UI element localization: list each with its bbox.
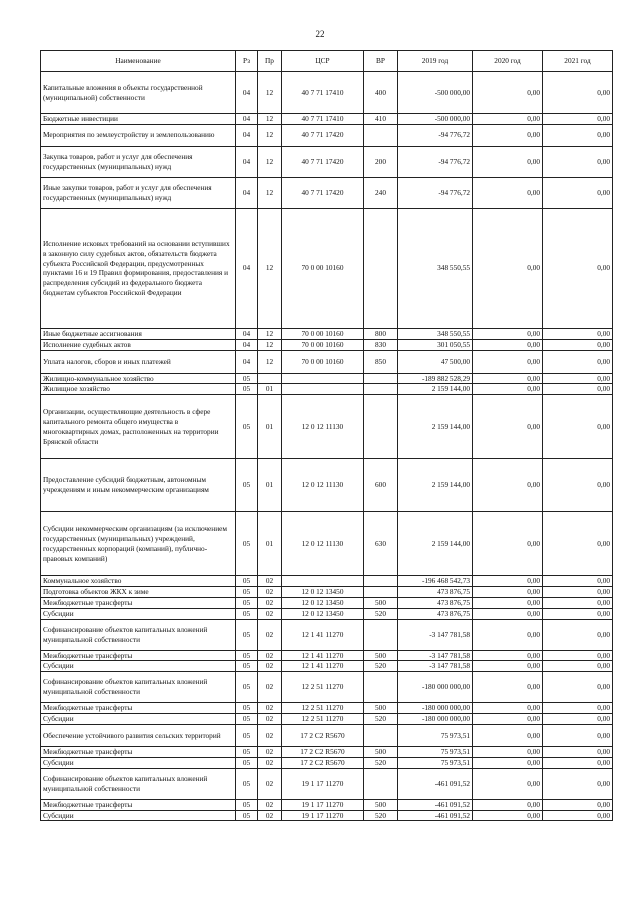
cell-vr: 500 — [364, 746, 398, 757]
cell-rz: 05 — [236, 576, 258, 587]
cell-y2019: -94 776,72 — [398, 124, 473, 146]
cell-name: Межбюджетные трансферты — [41, 746, 236, 757]
cell-pr: 12 — [258, 114, 282, 125]
cell-pr: 01 — [258, 384, 282, 395]
col-header-2019: 2019 год — [398, 51, 473, 72]
cell-rz: 05 — [236, 757, 258, 768]
cell-y2019: -461 091,52 — [398, 768, 473, 799]
cell-y2021: 0,00 — [543, 114, 613, 125]
table-body — [41, 72, 613, 821]
cell-rz: 05 — [236, 512, 258, 576]
table-row — [41, 512, 613, 576]
cell-pr: 12 — [258, 328, 282, 339]
cell-csr: 12 0 12 11130 — [282, 395, 364, 459]
cell-vr — [364, 724, 398, 746]
cell-y2019: -3 147 781,58 — [398, 650, 473, 661]
cell-y2019: 2 159 144,00 — [398, 395, 473, 459]
cell-name: Закупка товаров, работ и услуг для обеспечения государственных (муниципальных) нужд — [41, 146, 236, 177]
cell-rz: 05 — [236, 810, 258, 821]
cell-rz: 05 — [236, 384, 258, 395]
cell-y2020: 0,00 — [473, 177, 543, 208]
table-row — [41, 757, 613, 768]
cell-y2019: 348 550,55 — [398, 208, 473, 328]
cell-csr: 12 1 41 11270 — [282, 619, 364, 650]
table-row — [41, 395, 613, 459]
table-row — [41, 384, 613, 395]
cell-rz: 05 — [236, 724, 258, 746]
cell-rz: 05 — [236, 373, 258, 384]
cell-y2020: 0,00 — [473, 799, 543, 810]
cell-y2019: -180 000 000,00 — [398, 714, 473, 725]
cell-rz: 04 — [236, 208, 258, 328]
cell-rz: 04 — [236, 72, 258, 114]
cell-name: Капитальные вложения в объекты государственной (муниципальной) собственности — [41, 72, 236, 114]
cell-vr: 630 — [364, 512, 398, 576]
cell-pr: 12 — [258, 124, 282, 146]
table-row — [41, 703, 613, 714]
cell-rz: 04 — [236, 177, 258, 208]
table-row — [41, 208, 613, 328]
cell-y2021: 0,00 — [543, 714, 613, 725]
cell-csr: 70 0 00 10160 — [282, 339, 364, 350]
cell-y2019: 75 973,51 — [398, 746, 473, 757]
budget-table — [40, 50, 613, 821]
cell-vr: 520 — [364, 757, 398, 768]
cell-name: Иные бюджетные ассигнования — [41, 328, 236, 339]
cell-rz: 05 — [236, 395, 258, 459]
cell-y2019: 301 050,55 — [398, 339, 473, 350]
cell-vr — [364, 124, 398, 146]
cell-y2019: 75 973,51 — [398, 757, 473, 768]
cell-name: Софинансирование объектов капитальных вложений муниципальной собственности — [41, 768, 236, 799]
cell-y2020: 0,00 — [473, 146, 543, 177]
cell-y2020: 0,00 — [473, 650, 543, 661]
cell-y2021: 0,00 — [543, 597, 613, 608]
cell-y2019: -196 468 542,73 — [398, 576, 473, 587]
cell-pr: 02 — [258, 587, 282, 598]
cell-csr: 17 2 C2 R5670 — [282, 724, 364, 746]
table-row — [41, 587, 613, 598]
cell-rz: 05 — [236, 661, 258, 672]
cell-y2019: 473 876,75 — [398, 597, 473, 608]
table-row — [41, 339, 613, 350]
cell-y2019: 47 500,00 — [398, 350, 473, 373]
cell-y2020: 0,00 — [473, 459, 543, 512]
cell-y2019: -180 000 000,00 — [398, 703, 473, 714]
cell-y2020: 0,00 — [473, 714, 543, 725]
cell-pr: 12 — [258, 339, 282, 350]
cell-vr: 400 — [364, 72, 398, 114]
cell-y2021: 0,00 — [543, 373, 613, 384]
cell-name: Межбюджетные трансферты — [41, 799, 236, 810]
cell-pr: 02 — [258, 746, 282, 757]
cell-y2020: 0,00 — [473, 350, 543, 373]
cell-csr: 12 2 51 11270 — [282, 714, 364, 725]
table-row — [41, 177, 613, 208]
cell-vr: 520 — [364, 810, 398, 821]
cell-pr: 01 — [258, 512, 282, 576]
col-header-2021: 2021 год — [543, 51, 613, 72]
col-header-csr: ЦСР — [282, 51, 364, 72]
cell-rz: 05 — [236, 799, 258, 810]
cell-name: Софинансирование объектов капитальных вложений муниципальной собственности — [41, 672, 236, 703]
cell-y2020: 0,00 — [473, 384, 543, 395]
cell-y2019: 2 159 144,00 — [398, 459, 473, 512]
cell-pr: 12 — [258, 208, 282, 328]
cell-pr: 02 — [258, 661, 282, 672]
cell-vr: 410 — [364, 114, 398, 125]
cell-csr: 70 0 00 10160 — [282, 350, 364, 373]
cell-y2020: 0,00 — [473, 328, 543, 339]
cell-pr: 02 — [258, 597, 282, 608]
cell-name: Субсидии — [41, 661, 236, 672]
cell-y2021: 0,00 — [543, 350, 613, 373]
cell-y2021: 0,00 — [543, 395, 613, 459]
cell-csr: 19 1 17 11270 — [282, 768, 364, 799]
cell-csr: 12 0 12 13450 — [282, 597, 364, 608]
cell-y2020: 0,00 — [473, 576, 543, 587]
table-row — [41, 724, 613, 746]
cell-name: Субсидии — [41, 714, 236, 725]
table-row — [41, 661, 613, 672]
cell-y2021: 0,00 — [543, 208, 613, 328]
cell-name: Межбюджетные трансферты — [41, 703, 236, 714]
cell-rz: 05 — [236, 608, 258, 619]
cell-y2019: -180 000 000,00 — [398, 672, 473, 703]
cell-name: Жилищное хозяйство — [41, 384, 236, 395]
cell-vr: 500 — [364, 650, 398, 661]
cell-name: Иные закупки товаров, работ и услуг для обеспечения государственных (муниципальных) нужд — [41, 177, 236, 208]
cell-vr: 500 — [364, 799, 398, 810]
cell-csr — [282, 373, 364, 384]
cell-pr: 12 — [258, 72, 282, 114]
cell-rz: 05 — [236, 746, 258, 757]
cell-y2020: 0,00 — [473, 124, 543, 146]
cell-name: Межбюджетные трансферты — [41, 597, 236, 608]
cell-y2020: 0,00 — [473, 608, 543, 619]
table-row — [41, 114, 613, 125]
cell-y2020: 0,00 — [473, 114, 543, 125]
cell-y2020: 0,00 — [473, 373, 543, 384]
cell-rz: 04 — [236, 146, 258, 177]
cell-vr — [364, 619, 398, 650]
cell-csr: 40 7 71 17410 — [282, 114, 364, 125]
cell-y2020: 0,00 — [473, 512, 543, 576]
cell-pr: 02 — [258, 619, 282, 650]
cell-vr: 500 — [364, 703, 398, 714]
cell-y2019: -461 091,52 — [398, 810, 473, 821]
cell-pr: 12 — [258, 350, 282, 373]
cell-y2020: 0,00 — [473, 746, 543, 757]
header-row — [41, 51, 613, 72]
cell-y2019: -94 776,72 — [398, 146, 473, 177]
cell-csr: 70 0 00 10160 — [282, 208, 364, 328]
cell-name: Коммунальное хозяйство — [41, 576, 236, 587]
cell-vr: 520 — [364, 608, 398, 619]
cell-rz: 05 — [236, 768, 258, 799]
cell-vr: 500 — [364, 597, 398, 608]
cell-y2019: -500 000,00 — [398, 72, 473, 114]
cell-y2020: 0,00 — [473, 597, 543, 608]
cell-vr: 520 — [364, 714, 398, 725]
cell-csr: 70 0 00 10160 — [282, 328, 364, 339]
table-row — [41, 124, 613, 146]
cell-pr: 02 — [258, 608, 282, 619]
cell-pr: 02 — [258, 799, 282, 810]
cell-y2020: 0,00 — [473, 587, 543, 598]
table-row — [41, 328, 613, 339]
cell-csr — [282, 384, 364, 395]
cell-vr — [364, 373, 398, 384]
cell-name: Бюджетные инвестиции — [41, 114, 236, 125]
cell-pr: 02 — [258, 768, 282, 799]
cell-vr — [364, 587, 398, 598]
cell-vr: 830 — [364, 339, 398, 350]
cell-pr: 02 — [258, 724, 282, 746]
cell-csr: 12 2 51 11270 — [282, 672, 364, 703]
cell-csr: 40 7 71 17420 — [282, 177, 364, 208]
table-row — [41, 459, 613, 512]
cell-y2021: 0,00 — [543, 661, 613, 672]
cell-y2021: 0,00 — [543, 124, 613, 146]
cell-rz: 04 — [236, 124, 258, 146]
cell-rz: 04 — [236, 339, 258, 350]
cell-pr: 02 — [258, 576, 282, 587]
cell-y2019: -3 147 781,58 — [398, 661, 473, 672]
cell-rz: 05 — [236, 587, 258, 598]
cell-rz: 05 — [236, 597, 258, 608]
cell-y2021: 0,00 — [543, 703, 613, 714]
cell-csr: 19 1 17 11270 — [282, 810, 364, 821]
cell-y2021: 0,00 — [543, 619, 613, 650]
cell-y2021: 0,00 — [543, 799, 613, 810]
cell-y2019: 75 973,51 — [398, 724, 473, 746]
col-header-2020: 2020 год — [473, 51, 543, 72]
cell-y2020: 0,00 — [473, 768, 543, 799]
cell-name: Межбюджетные трансферты — [41, 650, 236, 661]
cell-pr: 02 — [258, 703, 282, 714]
cell-vr — [364, 768, 398, 799]
cell-vr: 240 — [364, 177, 398, 208]
table-row — [41, 746, 613, 757]
cell-csr: 40 7 71 17410 — [282, 72, 364, 114]
col-header-name: Наименование — [41, 51, 236, 72]
cell-y2019: -189 882 528,29 — [398, 373, 473, 384]
col-header-pr: Пр — [258, 51, 282, 72]
cell-y2020: 0,00 — [473, 724, 543, 746]
cell-y2020: 0,00 — [473, 672, 543, 703]
cell-y2019: -500 000,00 — [398, 114, 473, 125]
cell-y2021: 0,00 — [543, 459, 613, 512]
col-header-vr: ВР — [364, 51, 398, 72]
cell-y2021: 0,00 — [543, 746, 613, 757]
cell-csr: 12 1 41 11270 — [282, 661, 364, 672]
table-row — [41, 576, 613, 587]
cell-y2021: 0,00 — [543, 384, 613, 395]
cell-y2021: 0,00 — [543, 768, 613, 799]
cell-name: Мероприятия по землеустройству и землепользованию — [41, 124, 236, 146]
table-row — [41, 768, 613, 799]
cell-y2021: 0,00 — [543, 650, 613, 661]
cell-y2021: 0,00 — [543, 608, 613, 619]
cell-y2020: 0,00 — [473, 810, 543, 821]
col-header-rz: Рз — [236, 51, 258, 72]
cell-csr: 40 7 71 17420 — [282, 146, 364, 177]
cell-y2021: 0,00 — [543, 724, 613, 746]
cell-y2019: -3 147 781,58 — [398, 619, 473, 650]
cell-csr: 19 1 17 11270 — [282, 799, 364, 810]
cell-y2021: 0,00 — [543, 177, 613, 208]
cell-rz: 05 — [236, 672, 258, 703]
cell-y2021: 0,00 — [543, 810, 613, 821]
cell-rz: 04 — [236, 114, 258, 125]
cell-y2021: 0,00 — [543, 587, 613, 598]
table-row — [41, 714, 613, 725]
cell-pr: 02 — [258, 810, 282, 821]
cell-rz: 05 — [236, 459, 258, 512]
cell-y2020: 0,00 — [473, 72, 543, 114]
cell-csr: 12 0 12 11130 — [282, 512, 364, 576]
cell-vr — [364, 384, 398, 395]
cell-pr: 02 — [258, 714, 282, 725]
cell-csr: 12 0 12 13450 — [282, 587, 364, 598]
cell-y2020: 0,00 — [473, 619, 543, 650]
cell-vr: 520 — [364, 661, 398, 672]
cell-y2021: 0,00 — [543, 757, 613, 768]
cell-y2020: 0,00 — [473, 395, 543, 459]
table-row — [41, 146, 613, 177]
cell-name: Субсидии — [41, 757, 236, 768]
cell-name: Софинансирование объектов капитальных вложений муниципальной собственности — [41, 619, 236, 650]
cell-y2020: 0,00 — [473, 703, 543, 714]
cell-pr: 01 — [258, 395, 282, 459]
table-row — [41, 810, 613, 821]
cell-csr: 12 0 12 11130 — [282, 459, 364, 512]
cell-y2019: 348 550,55 — [398, 328, 473, 339]
cell-name: Субсидии — [41, 810, 236, 821]
cell-y2021: 0,00 — [543, 72, 613, 114]
cell-name: Предоставление субсидий бюджетным, автономным учреждениям и иным некоммерческим организациям — [41, 459, 236, 512]
cell-csr: 12 2 51 11270 — [282, 703, 364, 714]
cell-name: Организации, осуществляющие деятельность в сфере капитального ремонта общего имущества в многоквартирных домах, расположенных на территории Брянской области — [41, 395, 236, 459]
cell-pr: 12 — [258, 146, 282, 177]
cell-y2019: 2 159 144,00 — [398, 512, 473, 576]
cell-vr: 800 — [364, 328, 398, 339]
cell-name: Исполнение судебных актов — [41, 339, 236, 350]
cell-name: Субсидии — [41, 608, 236, 619]
cell-rz: 04 — [236, 350, 258, 373]
cell-name: Субсидии некоммерческим организациям (за исключением государственных (муниципальных) учреждений, государственных корпораций (компаний), публично-правовых компаний) — [41, 512, 236, 576]
cell-csr: 40 7 71 17420 — [282, 124, 364, 146]
table-row — [41, 672, 613, 703]
cell-name: Уплата налогов, сборов и иных платежей — [41, 350, 236, 373]
cell-vr: 200 — [364, 146, 398, 177]
cell-y2021: 0,00 — [543, 339, 613, 350]
cell-y2021: 0,00 — [543, 576, 613, 587]
table-row — [41, 373, 613, 384]
cell-vr: 600 — [364, 459, 398, 512]
cell-pr: 02 — [258, 650, 282, 661]
table-row — [41, 72, 613, 114]
table-row — [41, 608, 613, 619]
cell-pr: 01 — [258, 459, 282, 512]
cell-vr — [364, 395, 398, 459]
cell-csr: 12 0 12 13450 — [282, 608, 364, 619]
cell-rz: 05 — [236, 714, 258, 725]
cell-pr: 02 — [258, 757, 282, 768]
table-row — [41, 350, 613, 373]
cell-csr: 17 2 C2 R5670 — [282, 757, 364, 768]
cell-y2021: 0,00 — [543, 672, 613, 703]
cell-y2021: 0,00 — [543, 512, 613, 576]
cell-y2019: 2 159 144,00 — [398, 384, 473, 395]
cell-csr: 12 1 41 11270 — [282, 650, 364, 661]
cell-pr — [258, 373, 282, 384]
table-row — [41, 597, 613, 608]
cell-vr: 850 — [364, 350, 398, 373]
cell-y2021: 0,00 — [543, 328, 613, 339]
cell-rz: 05 — [236, 619, 258, 650]
cell-y2019: 473 876,75 — [398, 608, 473, 619]
cell-y2020: 0,00 — [473, 339, 543, 350]
cell-rz: 05 — [236, 650, 258, 661]
cell-name: Подготовка объектов ЖКХ к зиме — [41, 587, 236, 598]
cell-vr — [364, 576, 398, 587]
cell-y2021: 0,00 — [543, 146, 613, 177]
cell-y2020: 0,00 — [473, 661, 543, 672]
table-row — [41, 650, 613, 661]
cell-y2020: 0,00 — [473, 757, 543, 768]
cell-vr — [364, 208, 398, 328]
cell-y2019: -461 091,52 — [398, 799, 473, 810]
cell-vr — [364, 672, 398, 703]
cell-csr — [282, 576, 364, 587]
cell-pr: 12 — [258, 177, 282, 208]
cell-name: Жилищно-коммунальное хозяйство — [41, 373, 236, 384]
table-row — [41, 619, 613, 650]
cell-rz: 04 — [236, 328, 258, 339]
cell-rz: 05 — [236, 703, 258, 714]
cell-pr: 02 — [258, 672, 282, 703]
page-number: 22 — [315, 29, 325, 39]
cell-y2019: -94 776,72 — [398, 177, 473, 208]
cell-csr: 17 2 C2 R5670 — [282, 746, 364, 757]
cell-y2019: 473 876,75 — [398, 587, 473, 598]
cell-name: Исполнение исковых требований на основании вступивших в законную силу судебных актов, обязательств бюджета субъекта Российской Федерации, предусмотренных пунктами 16 и 19 Правил формирования, предоставления и распределения субсидий из федерального бюджета бюджетам субъектов Российской Федерации — [41, 208, 236, 328]
cell-name: Обеспечение устойчивого развития сельских территорий — [41, 724, 236, 746]
cell-y2020: 0,00 — [473, 208, 543, 328]
table-row — [41, 799, 613, 810]
